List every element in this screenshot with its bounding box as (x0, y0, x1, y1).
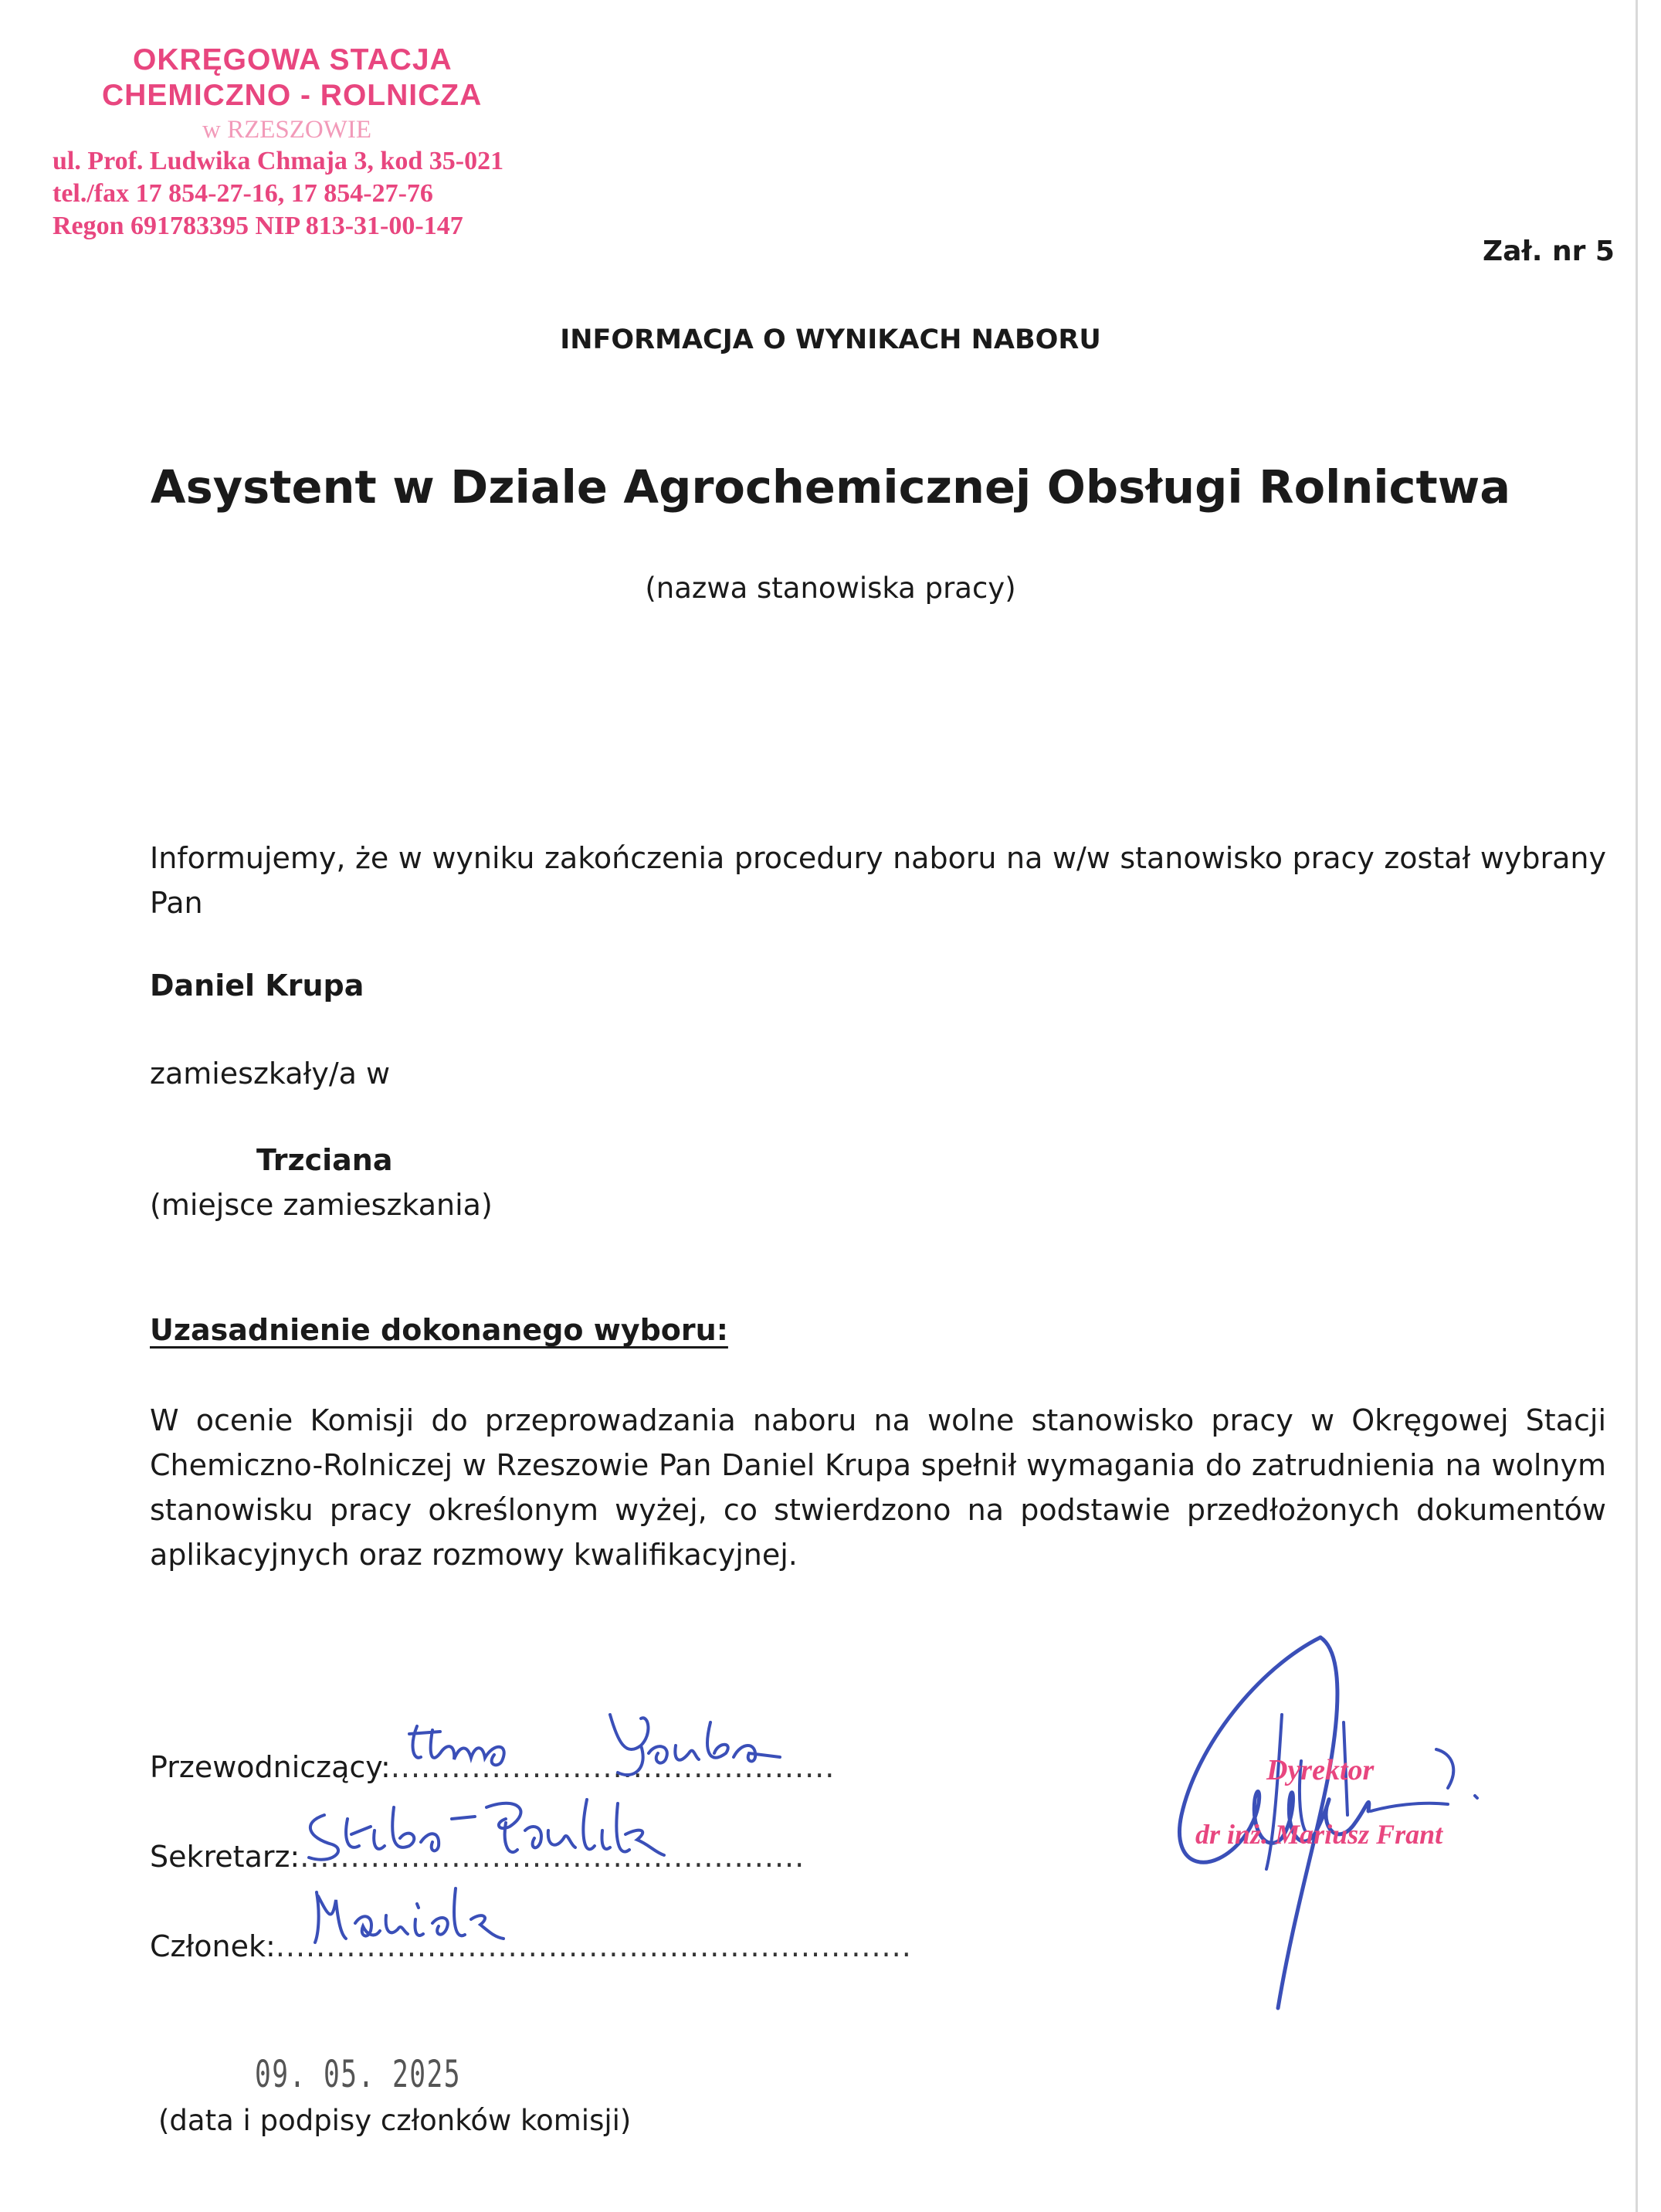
stamp-line-3: w RZESZOWIE (202, 116, 372, 144)
chair-label: Przewodniczący: (150, 1750, 391, 1784)
member-label: Członek: (150, 1929, 276, 1963)
stamp-line-4: ul. Prof. Ludwika Chmaja 3, kod 35-021 (53, 147, 504, 175)
stamp-line-2: CHEMICZNO - ROLNICZA (102, 79, 483, 112)
director-name: dr inż. Mariusz Frant (1195, 1819, 1443, 1850)
intro-paragraph: Informujemy, że w wyniku zakończenia procedury naboru na w/w stanowisko pracy został wybrany Pan (150, 841, 1606, 920)
signature-date: 09. 05. 2025 (255, 2053, 461, 2096)
position-title: Asystent w Dziale Agrochemicznej Obsługi Rolnictwa (150, 460, 1511, 514)
director-label: Dyrektor (1266, 1754, 1375, 1786)
date-note: (data i podpisy członków komisji) (158, 2104, 632, 2137)
attachment-number: Zał. nr 5 (1483, 236, 1615, 267)
justification-heading: Uzasadnienie dokonanego wyboru: (150, 1313, 728, 1347)
stamp-line-1: OKRĘGOWA STACJA (133, 43, 453, 76)
stamp-line-5: tel./fax 17 854-27-16, 17 854-27-76 (53, 179, 433, 208)
member-dots: ............................................................... (275, 1929, 912, 1963)
residence-note: (miejsce zamieszkania) (150, 1188, 493, 1222)
candidate-name: Daniel Krupa (150, 969, 364, 1003)
document-subtitle: INFORMACJA O WYNIKACH NABORU (560, 324, 1101, 355)
secretary-label: Sekretarz: (150, 1840, 300, 1874)
residence-label: zamieszkały/a w (150, 1057, 391, 1091)
position-note: (nazwa stanowiska pracy) (645, 572, 1016, 605)
residence-value: Trzciana (256, 1143, 393, 1177)
stamp-line-6: Regon 691783395 NIP 813-31-00-147 (53, 212, 463, 240)
member-handwritten-signature (301, 1869, 548, 1962)
justification-paragraph: W ocenie Komisji do przeprowadzania naboru na wolne stanowisko pracy w Okręgowej Stacji Chemiczno-Rolniczej w Rzeszowie Pan Daniel Krupa spełnił wymagania do zatrudnienia na wolnym stanowisku pracy określonym wyżej, co stwierdzono na podstawie przedłożonych dokumentów aplikacyjnych oraz rozmowy kwalifikacyjnej. (150, 1403, 1606, 1572)
secretary-dots: .................................................. (300, 1840, 805, 1874)
secretary-handwritten-signature (286, 1784, 687, 1877)
chair-dots: ............................................ (390, 1750, 836, 1784)
chair-handwritten-signature (386, 1699, 849, 1784)
